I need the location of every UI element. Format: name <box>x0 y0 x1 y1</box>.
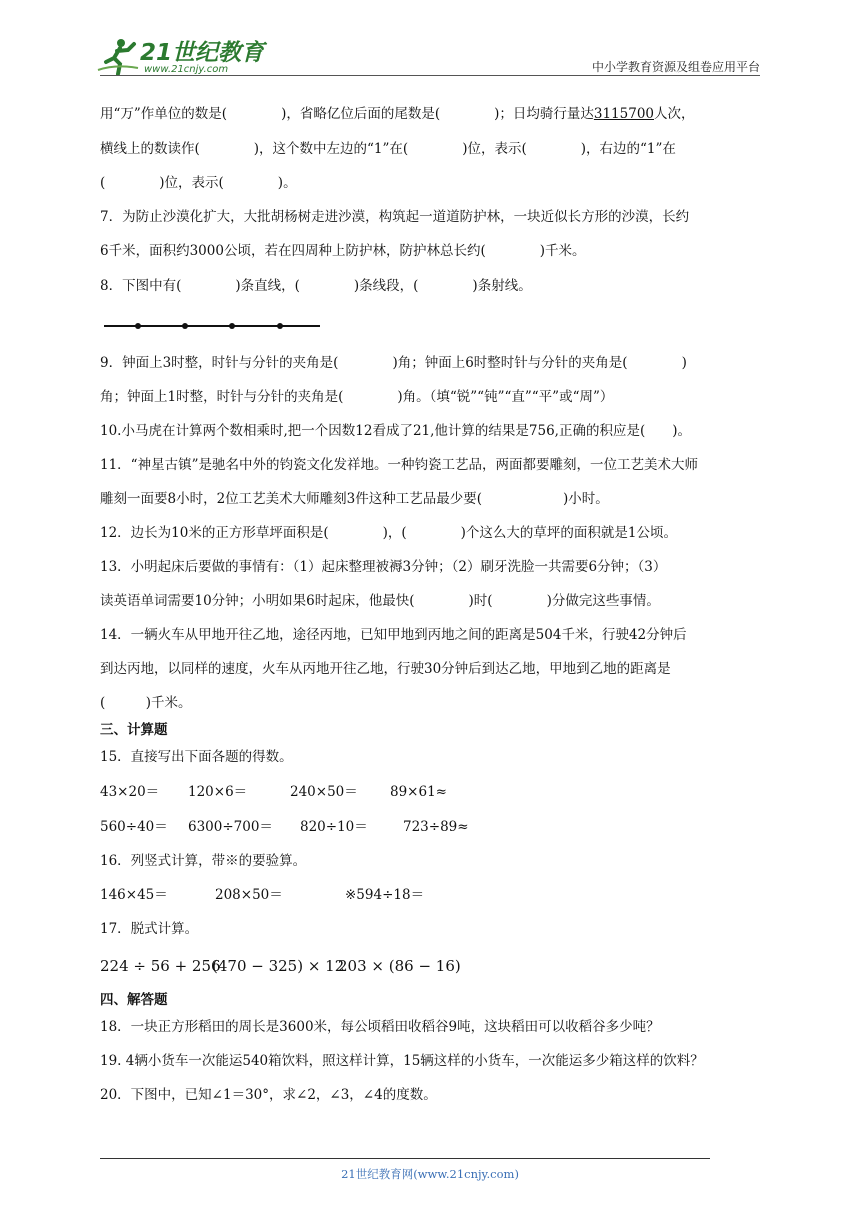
section-4-heading: 四、解答题 <box>100 992 168 1008</box>
question-11-line-1: 11．“神星古镇”是驰名中外的钧瓷文化发祥地。一种钧瓷工艺品，两面都要雕刻，一位工艺美术大师 <box>100 457 698 473</box>
logo-text: 21世纪教育 <box>140 40 265 66</box>
q17-item: (470 − 325) × 12 <box>212 957 345 975</box>
q16-item: 208×50＝ <box>215 887 283 903</box>
footer-divider <box>100 1158 710 1159</box>
q15-item: 6300÷700＝ <box>188 819 273 835</box>
question-6-line-2: 横线上的数读作( )，这个数中左边的“1”在( )位，表示( )，右边的“1”在 <box>100 141 676 157</box>
q15-item: 43×20＝ <box>100 784 160 800</box>
underlined-number: 3115700 <box>593 106 654 122</box>
q15-item: 723÷89≈ <box>403 819 469 835</box>
runner-logo-icon <box>96 36 140 76</box>
question-16: 16．列竖式计算，带※的要验算。 <box>100 853 307 869</box>
q17-item: 203 × (86 − 16) <box>338 957 461 975</box>
question-6-line-3: ( )位，表示( )。 <box>100 175 297 191</box>
question-10: 10.小马虎在计算两个数相乘时,把一个因数12看成了21,他计算的结果是756,正确的积应是( )。 <box>100 423 691 439</box>
q15-item: 560÷40＝ <box>100 819 168 835</box>
q17-item: 224 ÷ 56 + 256 <box>100 957 221 975</box>
platform-name: 中小学教育资源及组卷应用平台 <box>591 60 760 74</box>
question-7-line-1: 7．为防止沙漠化扩大，大批胡杨树走进沙漠，构筑起一道道防护林，一块近似长方形的沙漠，长约 <box>100 209 690 225</box>
section-3-heading: 三、计算题 <box>100 722 168 738</box>
site-logo <box>96 34 266 78</box>
question-14-line-3: ( )千米。 <box>100 695 192 711</box>
question-14-line-2: 到达丙地，以同样的速度，火车从丙地开往乙地，行驶30分钟后到达乙地，甲地到乙地的距离是 <box>100 661 671 677</box>
line-segment-figure <box>100 318 325 334</box>
question-13-line-1: 13．小明起床后要做的事情有：（1）起床整理被褥3分钟；（2）刷牙洗脸一共需要6分钟；（3） <box>100 559 667 575</box>
q15-item: 89×61≈ <box>390 784 447 800</box>
question-9-line-1: 9．钟面上3时整，时针与分针的夹角是( )角；钟面上6时整时针与分针的夹角是( ) <box>100 355 687 371</box>
point-dot <box>135 323 141 329</box>
q15-item: 120×6＝ <box>188 784 248 800</box>
q15-item: 240×50＝ <box>290 784 358 800</box>
header-divider <box>100 75 760 76</box>
question-12: 12．边长为10米的正方形草坪面积是( )，( )个这么大的草坪的面积就是1公顷。 <box>100 525 678 541</box>
question-15: 15．直接写出下面各题的得数。 <box>100 749 293 765</box>
logo-url: www.21cnjy.com <box>144 64 229 75</box>
question-6-line-1: 用“万”作单位的数是( )，省略亿位后面的尾数是( )；日均骑行量达3115700人次， <box>100 106 695 122</box>
footer-text: 21世纪教育网(www.21cnjy.com) <box>341 1167 519 1181</box>
question-13-line-2: 读英语单词需要10分钟；小明如果6时起床，他最快( )时( )分做完这些事情。 <box>100 593 660 609</box>
question-14-line-1: 14．一辆火车从甲地开往乙地，途径丙地，已知甲地到丙地之间的距离是504千米，行驶42分钟后 <box>100 627 687 643</box>
point-dot <box>277 323 283 329</box>
q16-item: ※594÷18＝ <box>345 887 425 903</box>
question-11-line-2: 雕刻一面要8小时，2位工艺美术大师雕刻3件这种工艺品最少要( )小时。 <box>100 491 609 507</box>
point-dot <box>182 323 188 329</box>
question-17: 17．脱式计算。 <box>100 921 199 937</box>
q15-item: 820÷10＝ <box>300 819 368 835</box>
question-8: 8．下图中有( )条直线，( )条线段，( )条射线。 <box>100 278 532 294</box>
question-18: 18．一块正方形稻田的周长是3600米，每公顷稻田收稻谷9吨，这块稻田可以收稻谷多少吨？ <box>100 1019 660 1035</box>
point-dot <box>229 323 235 329</box>
question-9-line-2: 角；钟面上1时整，时针与分针的夹角是( )角。（填“锐”“钝”“直”“平”或“周”） <box>100 389 614 405</box>
question-19: 19. 4辆小货车一次能运540箱饮料，照这样计算，15辆这样的小货车，一次能运多少箱这样的饮料？ <box>100 1053 704 1069</box>
q16-item: 146×45＝ <box>100 887 168 903</box>
question-7-line-2: 6千米，面积约3000公顷，若在四周种上防护林，防护林总长约( )千米。 <box>100 243 586 259</box>
question-20: 20．下图中，已知∠1＝30°，求∠2，∠3，∠4的度数。 <box>100 1087 437 1103</box>
